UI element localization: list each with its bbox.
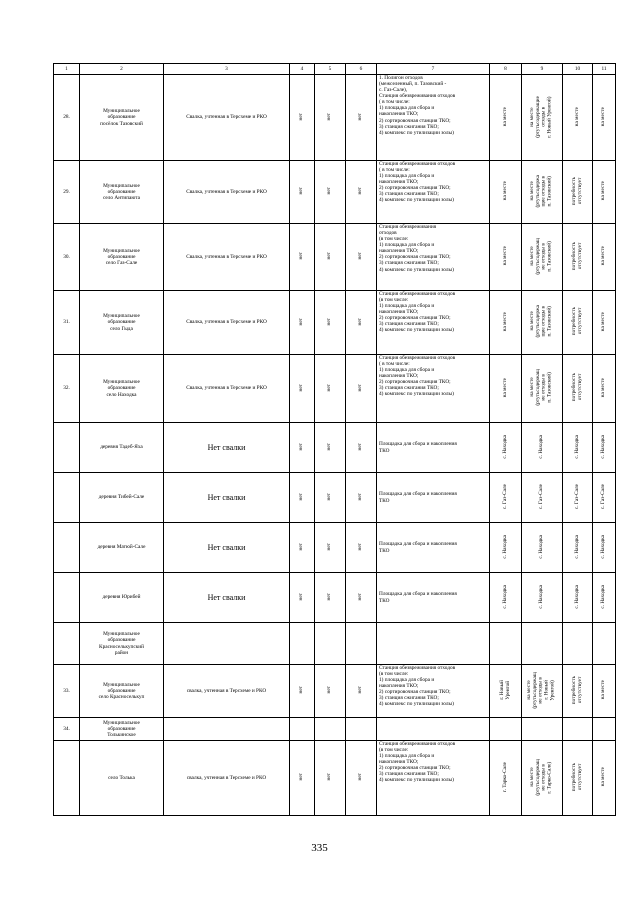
header-row (54, 64, 616, 75)
row-number-cell: 34. (54, 718, 80, 741)
col6-cell (346, 573, 377, 623)
col5-cell-text: нет (326, 592, 333, 601)
col4-cell-text: нет (298, 492, 305, 501)
col6-cell-text: нет (357, 252, 364, 260)
col6-cell (346, 75, 377, 161)
municipality-cell: Муниципальное образование посёлок Тазовский (80, 75, 164, 161)
col6-cell (346, 355, 377, 423)
dump-status-cell: Свалка, учтенная в Терсхеме и РКО (164, 291, 290, 355)
municipality-cell: Муниципальное образование село Гыда (80, 291, 164, 355)
col6-cell-text: нет (357, 383, 364, 392)
col6-cell (346, 665, 377, 718)
dump-status-cell: свалка, учтенная в Терсхеме и РКО (164, 741, 290, 816)
col9-cell (522, 573, 563, 623)
col9-cell-text: с. Находка (538, 434, 545, 459)
col11-cell (593, 423, 616, 473)
col8-cell (490, 573, 522, 623)
col10-cell (563, 665, 593, 718)
row-number-cell (54, 573, 80, 623)
col6-cell (346, 224, 377, 291)
col9-cell (522, 423, 563, 473)
col5-cell (315, 718, 346, 741)
col11-cell-text: на месте (600, 246, 607, 266)
table-row (54, 523, 616, 573)
row-number-cell (54, 523, 80, 573)
col8-cell (490, 665, 522, 718)
col4-cell (290, 623, 315, 665)
col4-cell (290, 161, 315, 224)
facility-description-cell: Станция обезвреживания отходов (в том числе: 1) площадка для сбора и накопления ТКО; 2) сортировочная станция ТКО; 3) станция сжигания ТКО; 4) комплекс по утилизации золы) (377, 291, 490, 355)
municipality-cell: Муниципальное образование село Антипаюта (80, 161, 164, 224)
col8-cell (490, 291, 522, 355)
col10-cell-text: с. Газ-Сале (573, 483, 580, 509)
col11-cell (593, 291, 616, 355)
col5-cell (315, 623, 346, 665)
waste-facilities-table (53, 63, 616, 816)
table-row (54, 623, 616, 665)
col9-cell (522, 523, 563, 573)
dump-status-cell: Нет свалки (164, 473, 290, 523)
col6-cell-text: нет (357, 542, 364, 551)
col11-cell-text: на месте (600, 767, 607, 787)
col9-cell-text: на месте (ртутьсодержащие отходы в г. Новый Уренгой) (529, 95, 553, 138)
col4-cell-text: нет (298, 542, 305, 551)
header-cell: 1 (54, 64, 80, 75)
page-number: 335 (311, 842, 328, 854)
col5-cell-text: нет (326, 492, 333, 501)
col4-cell (290, 523, 315, 573)
col11-cell (593, 75, 616, 161)
row-number-cell: 32. (54, 355, 80, 423)
col6-cell-text: нет (357, 317, 364, 326)
col11-cell (593, 355, 616, 423)
col5-cell (315, 423, 346, 473)
col6-cell (346, 473, 377, 523)
col11-cell (593, 623, 616, 665)
col9-cell (522, 473, 563, 523)
row-number-cell (54, 623, 80, 665)
facility-description-cell: 1. Полигон отходов (межселенный, п. Тазовский - с. Газ-Сале), Станция обезвреживания отходов ( в том числе: 1) площадка для сбора и накопления ТКО; 2) сортировочная станция ТКО; 3) станция сжигания ТКО; 4) комплекс по утилизации золы) (377, 75, 490, 161)
col8-cell (490, 75, 522, 161)
municipality-cell: деревня Матюй-Сале (80, 523, 164, 573)
col5-cell (315, 75, 346, 161)
table-row (54, 161, 616, 224)
municipality-cell: Муниципальное образование село Находка (80, 355, 164, 423)
col6-cell-text: нет (357, 773, 364, 781)
col4-cell (290, 718, 315, 741)
col9-cell (522, 291, 563, 355)
col5-cell (315, 161, 346, 224)
row-number-cell (54, 741, 80, 816)
col9-cell-text: на месте (ртутьсодержа щие отходы в п. Тазовский) (529, 305, 553, 338)
table-row (54, 573, 616, 623)
facility-description-cell: Станция обезвреживания отходов ( в том числе: 1) площадка для сбора и накопления ТКО; 2) сортировочная станция ТКО; 3) станция сжигания ТКО; 4) комплекс по утилизации золы) (377, 161, 490, 224)
col11-cell (593, 573, 616, 623)
col8-cell (490, 741, 522, 816)
col11-cell-text: на месте (600, 311, 607, 332)
row-number-cell: 28. (54, 75, 80, 161)
col8-cell-text: с. Находка (501, 584, 508, 609)
row-number-cell: 33. (54, 665, 80, 718)
col11-cell (593, 718, 616, 741)
col5-cell (315, 741, 346, 816)
header-cell: 2 (80, 64, 164, 75)
col11-cell-text: с. Находка (600, 584, 607, 609)
col4-cell (290, 75, 315, 161)
col6-cell (346, 623, 377, 665)
col6-cell (346, 741, 377, 816)
col11-cell-text: с. Находка (600, 534, 607, 559)
col10-cell-text: на месте (573, 106, 580, 127)
col10-cell-text: с. Находка (573, 434, 580, 459)
col4-cell-text: нет (298, 187, 305, 195)
facility-description-cell: Станция обезвреживания отходов ( в том числе: 1) площадка для сбора и накопления ТКО; 2) сортировочная станция ТКО; 3) станция сжигания ТКО; 4) комплекс по утилизации золы) (377, 355, 490, 423)
municipality-cell: Муниципальное образование село Газ-Сале (80, 224, 164, 291)
col4-cell (290, 573, 315, 623)
col11-cell-text: с. Находка (600, 434, 607, 459)
col10-cell (563, 741, 593, 816)
facility-description-cell: Станция обезвреживания отходов (в том числе: 1) площадка для сбора и накопления ТКО; 2) сортировочная станция ТКО; 3) станция сжигания ТКО; 4) комплекс по утилизации золы) (377, 741, 490, 816)
col8-cell-text: на месте (501, 106, 508, 127)
municipality-cell: Муниципальное образование село Красноселькуп (80, 665, 164, 718)
col8-cell-text: с. Газ-Сале (501, 483, 508, 509)
col9-cell-text: на месте (ртутьсодержащ ие отходы в г. Новый Уренгой) (526, 671, 556, 709)
col8-cell (490, 523, 522, 573)
col11-cell-text: на месте (600, 680, 607, 700)
col10-cell-text: потребность отсутствует (570, 675, 583, 705)
header-cell: 6 (346, 64, 377, 75)
col4-cell (290, 665, 315, 718)
header-cell: 4 (290, 64, 315, 75)
col5-cell (315, 224, 346, 291)
col8-cell-text: с. Находка (501, 534, 508, 559)
col5-cell-text: нет (326, 442, 333, 451)
col11-cell (593, 741, 616, 816)
col9-cell (522, 161, 563, 224)
col11-cell (593, 665, 616, 718)
municipality-cell: село Толька (80, 741, 164, 816)
col8-cell (490, 718, 522, 741)
row-number-cell (54, 423, 80, 473)
col5-cell-text: нет (326, 187, 333, 195)
col4-cell (290, 355, 315, 423)
municipality-cell: Муниципальное образование Толькинское (80, 718, 164, 741)
header-cell: 10 (563, 64, 593, 75)
col9-cell (522, 623, 563, 665)
municipality-cell: деревня Тадеб-Яха (80, 423, 164, 473)
col9-cell-text: на месте (ртутьсодержа щие отходы в п. Тазовский) (529, 174, 553, 208)
col11-cell (593, 161, 616, 224)
col11-cell-text: на месте (600, 377, 607, 398)
col9-cell (522, 665, 563, 718)
municipality-cell: деревня Юрибей (80, 573, 164, 623)
col9-cell (522, 224, 563, 291)
col4-cell-text: нет (298, 592, 305, 601)
col6-cell (346, 161, 377, 224)
col10-cell-text: потребность отсутствует (570, 307, 583, 336)
municipality-cell: Муниципальное образование Красноселькупский район (80, 623, 164, 665)
col8-cell-text: на месте (501, 311, 508, 332)
col5-cell-text: нет (326, 773, 333, 781)
col4-cell (290, 741, 315, 816)
row-number-cell: 29. (54, 161, 80, 224)
col10-cell-text: с. Находка (573, 584, 580, 609)
col6-cell-text: нет (357, 686, 364, 694)
col10-cell (563, 291, 593, 355)
col11-cell (593, 224, 616, 291)
col9-cell (522, 741, 563, 816)
col10-cell (563, 523, 593, 573)
col5-cell-text: нет (326, 252, 333, 260)
col6-cell (346, 718, 377, 741)
dump-status-cell: Нет свалки (164, 573, 290, 623)
col11-cell-text: на месте (600, 106, 607, 127)
col5-cell-text: нет (326, 317, 333, 326)
facility-description-cell (377, 718, 490, 741)
col9-cell-text: на месте (ртутьсодержащ ие отходы в п. Тазовский) (529, 237, 553, 275)
col8-cell-text: г. Тарко-Сале (501, 761, 508, 792)
col8-cell (490, 423, 522, 473)
col6-cell (346, 423, 377, 473)
col10-cell (563, 161, 593, 224)
dump-status-cell: Свалка, учтенная в Терсхеме и РКО (164, 224, 290, 291)
col5-cell (315, 291, 346, 355)
col5-cell (315, 355, 346, 423)
header-cell: 11 (593, 64, 616, 75)
col8-cell-text: на месте (501, 181, 508, 201)
facility-description-cell: Станция обезвреживания отходов (в том числе: 1) площадка для сбора и накопления ТКО; 2) сортировочная станция ТКО; 3) станция сжигания ТКО; 4) комплекс по утилизации золы) (377, 665, 490, 718)
header-cell: 8 (490, 64, 522, 75)
col6-cell-text: нет (357, 442, 364, 451)
dump-status-cell: Нет свалки (164, 523, 290, 573)
col10-cell (563, 75, 593, 161)
col4-cell-text: нет (298, 383, 305, 392)
col10-cell (563, 623, 593, 665)
col8-cell-text: на месте (501, 377, 508, 398)
table-row (54, 355, 616, 423)
facility-description-cell: Станция обезвреживания отходов (в том числе: 1) площадка для сбора и накопления ТКО; 2) сортировочная станция ТКО; 3) станция сжигания ТКО; 4) комплекс по утилизации золы) (377, 224, 490, 291)
col8-cell (490, 623, 522, 665)
col9-cell-text: с. Находка (538, 534, 545, 559)
col4-cell-text: нет (298, 442, 305, 451)
col6-cell (346, 523, 377, 573)
table-row (54, 718, 616, 741)
facility-description-cell: Площадка для сбора и накопления ТКО (377, 473, 490, 523)
col10-cell (563, 473, 593, 523)
col10-cell (563, 573, 593, 623)
col10-cell (563, 224, 593, 291)
col6-cell-text: нет (357, 492, 364, 501)
col8-cell (490, 355, 522, 423)
col5-cell (315, 573, 346, 623)
dump-status-cell (164, 718, 290, 741)
col11-cell (593, 523, 616, 573)
col4-cell-text: нет (298, 112, 305, 121)
col5-cell (315, 473, 346, 523)
header-cell: 9 (522, 64, 563, 75)
col8-cell (490, 224, 522, 291)
table-row (54, 423, 616, 473)
col11-cell-text: с. Газ-Сале (600, 483, 607, 509)
col9-cell (522, 75, 563, 161)
row-number-cell: 31. (54, 291, 80, 355)
dump-status-cell (164, 623, 290, 665)
col5-cell-text: нет (326, 542, 333, 551)
col11-cell (593, 473, 616, 523)
col5-cell (315, 665, 346, 718)
header-cell: 7 (377, 64, 490, 75)
col10-cell (563, 423, 593, 473)
dump-status-cell: Свалка, учтенная в Терсхеме и РКО (164, 161, 290, 224)
col6-cell (346, 291, 377, 355)
dump-status-cell: Нет свалки (164, 423, 290, 473)
col4-cell (290, 291, 315, 355)
table-row (54, 75, 616, 161)
facility-description-cell: Площадка для сбора и накопления ТКО (377, 523, 490, 573)
col10-cell (563, 355, 593, 423)
col9-cell-text: с. Газ-Сале (538, 483, 545, 509)
col8-cell-text: г. Новый Уренгой (498, 680, 511, 700)
col9-cell-text: на месте (ртутьсодержащ ие отходы в п. Тазовский) (529, 369, 553, 406)
col5-cell-text: нет (326, 686, 333, 694)
col4-cell (290, 473, 315, 523)
table-row (54, 224, 616, 291)
facility-description-cell: Площадка для сбора и накопления ТКО (377, 573, 490, 623)
header-cell: 3 (164, 64, 290, 75)
col6-cell-text: нет (357, 592, 364, 601)
municipality-cell: деревня Тибей-Сале (80, 473, 164, 523)
col9-cell (522, 718, 563, 741)
dump-status-cell: Свалка, учтенная в Терсхеме и РКО (164, 355, 290, 423)
col10-cell-text: потребность отсутствует (570, 176, 583, 206)
col10-cell-text: потребность отсутствует (570, 762, 583, 792)
col9-cell (522, 355, 563, 423)
col10-cell-text: потребность отсутствует (570, 241, 583, 271)
col6-cell-text: нет (357, 187, 364, 195)
col4-cell-text: нет (298, 686, 305, 694)
col9-cell-text: на месте (ртутьсодержащ ие отходы в г. Тарко-Сале) (529, 758, 553, 796)
row-number-cell (54, 473, 80, 523)
facility-description-cell: Площадка для сбора и накопления ТКО (377, 423, 490, 473)
col4-cell-text: нет (298, 252, 305, 260)
header-cell: 5 (315, 64, 346, 75)
table-row (54, 665, 616, 718)
dump-status-cell: Свалка, учтенная в Терсхеме и РКО (164, 75, 290, 161)
col5-cell (315, 523, 346, 573)
col10-cell-text: с. Находка (573, 534, 580, 559)
col10-cell (563, 718, 593, 741)
col5-cell-text: нет (326, 112, 333, 121)
col8-cell (490, 161, 522, 224)
col4-cell-text: нет (298, 317, 305, 326)
col5-cell-text: нет (326, 383, 333, 392)
col6-cell-text: нет (357, 112, 364, 121)
col4-cell-text: нет (298, 773, 305, 781)
col4-cell (290, 224, 315, 291)
col8-cell (490, 473, 522, 523)
col10-cell-text: потребность отсутствует (570, 373, 583, 402)
col4-cell (290, 423, 315, 473)
col9-cell-text: с. Находка (538, 584, 545, 609)
table-row (54, 291, 616, 355)
table-row (54, 473, 616, 523)
row-number-cell: 30. (54, 224, 80, 291)
facility-description-cell (377, 623, 490, 665)
col8-cell-text: с. Находка (501, 434, 508, 459)
col8-cell-text: на месте (501, 246, 508, 266)
table-row (54, 741, 616, 816)
col11-cell-text: на месте (600, 181, 607, 201)
dump-status-cell: свалка, учтенная в Терсхеме и РКО (164, 665, 290, 718)
